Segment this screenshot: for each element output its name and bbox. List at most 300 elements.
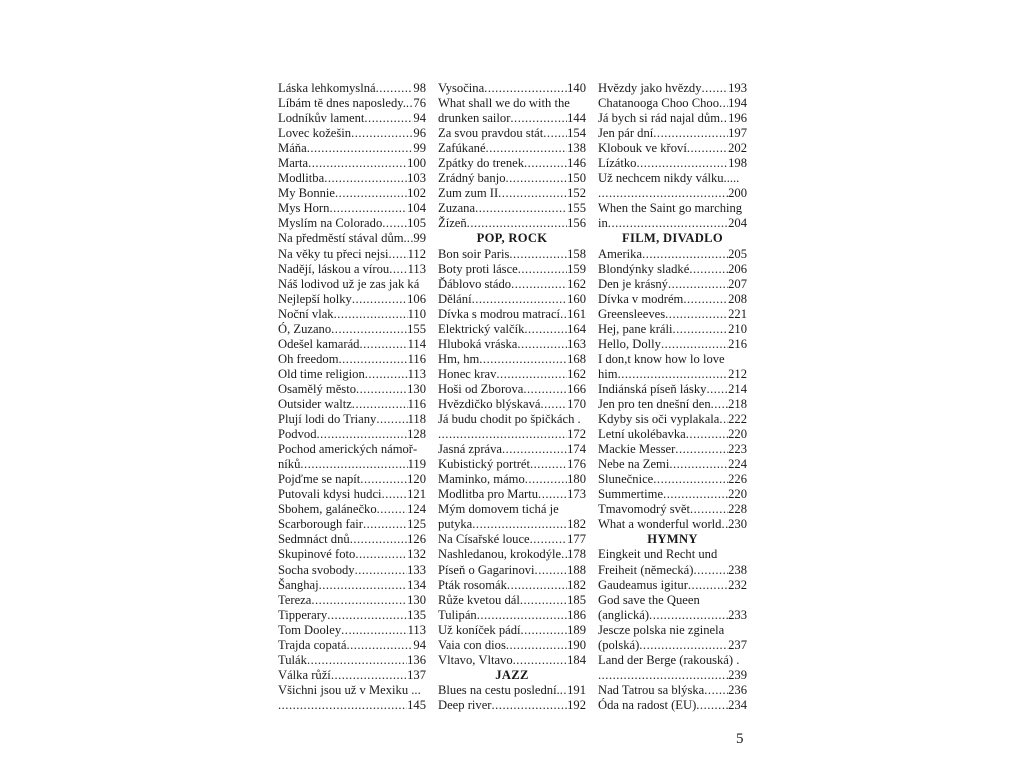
entry-page-number: 159 bbox=[567, 261, 586, 276]
entry-title: Land der Berge (rakouská) . bbox=[598, 652, 740, 667]
dot-leader bbox=[507, 578, 567, 593]
entry-title: Summertime bbox=[598, 487, 664, 502]
entry-title: Blondýnky sladké bbox=[598, 261, 690, 276]
entry-title: Pojďme se napít bbox=[278, 472, 361, 487]
dot-leader bbox=[608, 216, 728, 231]
dot-leader bbox=[669, 457, 728, 472]
entry-title: Mackie Messer bbox=[598, 442, 676, 457]
entry-page-number: 166 bbox=[567, 381, 586, 396]
dot-leader bbox=[376, 81, 414, 96]
entry-title: Hvězdičko blýskavá bbox=[438, 396, 541, 411]
entry-title: Eingkeit und Recht und bbox=[598, 547, 718, 562]
entry-title: Elektrický valčík bbox=[438, 321, 525, 336]
entry-page-number: 182 bbox=[567, 517, 586, 532]
dot-leader bbox=[690, 502, 728, 517]
entry-page-number: 174 bbox=[567, 442, 586, 457]
dot-leader bbox=[472, 292, 568, 307]
dot-leader bbox=[711, 397, 728, 412]
dot-leader bbox=[704, 683, 728, 698]
entry-page-number: 162 bbox=[567, 366, 586, 381]
index-entry bbox=[598, 367, 747, 382]
index-entry-continued bbox=[598, 201, 747, 216]
dot-leader bbox=[560, 307, 567, 322]
index-entry bbox=[438, 262, 586, 277]
entry-page-number: 180 bbox=[567, 472, 586, 487]
dot-leader bbox=[518, 262, 567, 277]
section-heading: HYMNY bbox=[647, 532, 698, 547]
entry-page-number: 120 bbox=[407, 472, 426, 487]
index-entry bbox=[278, 593, 426, 608]
entry-title: níků bbox=[278, 457, 301, 472]
index-entry bbox=[438, 532, 586, 547]
dot-leader bbox=[363, 517, 407, 532]
index-entry bbox=[438, 216, 586, 231]
index-entry bbox=[598, 427, 747, 442]
dot-leader bbox=[636, 156, 728, 171]
entry-title: Válka růží bbox=[278, 667, 331, 682]
index-entry bbox=[278, 668, 426, 683]
index-entry bbox=[438, 247, 586, 262]
dot-leader bbox=[334, 307, 408, 322]
dot-leader bbox=[382, 487, 408, 502]
entry-title: Honec krav bbox=[438, 366, 497, 381]
dot-leader bbox=[406, 96, 414, 111]
index-entry bbox=[278, 517, 426, 532]
entry-title: Hvězdy jako hvězdy bbox=[598, 81, 702, 95]
entry-page-number: 138 bbox=[567, 141, 586, 156]
index-entry bbox=[438, 457, 586, 472]
entry-page-number: 232 bbox=[728, 577, 747, 592]
entry-page-number: 223 bbox=[728, 442, 747, 457]
entry-title: Trajda copatá bbox=[278, 637, 347, 652]
entry-page-number: 113 bbox=[407, 622, 426, 637]
index-entry bbox=[438, 563, 586, 578]
entry-title: Ó, Zuzano bbox=[278, 321, 332, 336]
entry-title: Osamělý město bbox=[278, 381, 356, 396]
entry-page-number: 145 bbox=[407, 697, 426, 712]
entry-page-number: 118 bbox=[407, 412, 426, 427]
entry-title: Plují lodi do Triany bbox=[278, 412, 377, 427]
entry-title: Odešel kamarád bbox=[278, 336, 360, 351]
dot-leader bbox=[319, 578, 408, 593]
index-entry bbox=[278, 141, 426, 156]
index-entry bbox=[598, 81, 747, 96]
dot-leader bbox=[492, 698, 568, 713]
entry-page-number: 184 bbox=[567, 652, 586, 667]
entry-title: Modlitba pro Martu bbox=[438, 487, 539, 502]
dot-leader bbox=[331, 322, 407, 337]
entry-title: Zpátky do trenek bbox=[438, 156, 525, 171]
index-entry bbox=[438, 322, 586, 337]
entry-page-number: 125 bbox=[407, 517, 426, 532]
dot-leader bbox=[307, 141, 414, 156]
dot-leader bbox=[486, 141, 568, 156]
entry-page-number: 237 bbox=[728, 637, 747, 652]
entry-page-number: 168 bbox=[567, 351, 586, 366]
index-entry bbox=[438, 201, 586, 216]
dot-leader bbox=[351, 126, 413, 141]
entry-title: him bbox=[598, 366, 618, 381]
index-entry bbox=[278, 472, 426, 487]
entry-title: Outsider waltz bbox=[278, 396, 352, 411]
index-entry bbox=[438, 442, 586, 457]
index-entry bbox=[278, 292, 426, 307]
dot-leader bbox=[389, 247, 408, 262]
dot-leader bbox=[407, 231, 414, 246]
index-entry bbox=[598, 322, 747, 337]
entry-title: Lízátko bbox=[598, 156, 637, 171]
index-entry bbox=[598, 563, 747, 578]
entry-title: Boty proti lásce bbox=[438, 261, 518, 276]
dot-leader bbox=[355, 563, 408, 578]
index-entry bbox=[438, 367, 586, 382]
entry-title: Na Císařské louce bbox=[438, 532, 530, 547]
dot-leader bbox=[719, 412, 728, 427]
index-entry bbox=[438, 427, 586, 442]
entry-page-number: 212 bbox=[728, 366, 747, 381]
index-entry bbox=[438, 698, 586, 713]
entry-title: Amerika bbox=[598, 246, 643, 261]
index-entry bbox=[278, 623, 426, 638]
index-entry-continued bbox=[598, 593, 747, 608]
dot-leader bbox=[506, 638, 567, 653]
index-entry bbox=[438, 397, 586, 412]
index-entry bbox=[598, 397, 747, 412]
index-entry-continued bbox=[438, 502, 586, 517]
dot-leader bbox=[300, 457, 407, 472]
index-entry bbox=[278, 186, 426, 201]
entry-page-number: 170 bbox=[567, 396, 586, 411]
index-entry bbox=[598, 277, 747, 292]
dot-leader bbox=[307, 653, 407, 668]
entry-title: Hluboká vráska bbox=[438, 336, 518, 351]
index-entry bbox=[278, 457, 426, 472]
dot-leader bbox=[341, 623, 407, 638]
entry-title: Už koníček pádí bbox=[438, 622, 521, 637]
entry-page-number: 160 bbox=[567, 291, 586, 306]
index-entry bbox=[278, 397, 426, 412]
entry-page-number: 198 bbox=[728, 156, 747, 171]
entry-page-number: 130 bbox=[407, 592, 426, 607]
entry-title: Hoši od Zborova bbox=[438, 381, 524, 396]
index-entry bbox=[278, 427, 426, 442]
index-entry bbox=[438, 81, 586, 96]
entry-title: What a wonderful world bbox=[598, 517, 722, 532]
entry-page-number: 94 bbox=[413, 637, 426, 652]
entry-page-number: 155 bbox=[407, 321, 426, 336]
entry-page-number: 76 bbox=[413, 96, 426, 111]
entry-page-number: 176 bbox=[567, 457, 586, 472]
entry-page-number: 238 bbox=[728, 562, 747, 577]
index-entry bbox=[278, 412, 426, 427]
dot-leader bbox=[521, 623, 568, 638]
dot-leader bbox=[509, 247, 567, 262]
entry-title: Za svou pravdou stát bbox=[438, 126, 544, 141]
entry-title: Modlitba bbox=[278, 171, 325, 186]
dot-leader bbox=[311, 593, 407, 608]
dot-leader bbox=[477, 608, 567, 623]
entry-page-number: 233 bbox=[728, 607, 747, 622]
dot-leader bbox=[278, 698, 407, 713]
entry-title: Dělání bbox=[438, 291, 472, 306]
entry-title: Lovec kožešin bbox=[278, 126, 352, 141]
index-entry bbox=[598, 262, 747, 277]
dot-leader bbox=[689, 262, 728, 277]
dot-leader bbox=[618, 367, 729, 382]
entry-title: My Bonnie bbox=[278, 186, 336, 201]
dot-leader bbox=[639, 638, 728, 653]
dot-leader bbox=[696, 698, 728, 713]
dot-leader bbox=[331, 668, 407, 683]
index-entry bbox=[438, 472, 586, 487]
entry-page-number: 106 bbox=[407, 291, 426, 306]
entry-page-number: 224 bbox=[728, 457, 747, 472]
dot-leader bbox=[324, 171, 407, 186]
dot-leader bbox=[688, 578, 728, 593]
entry-title: Ďáblovo stádo bbox=[438, 276, 512, 291]
dot-leader bbox=[335, 186, 407, 201]
dot-leader bbox=[668, 277, 728, 292]
entry-page-number: 222 bbox=[728, 412, 747, 427]
index-entry bbox=[598, 156, 747, 171]
entry-page-number: 236 bbox=[728, 682, 747, 697]
entry-title: I don,t know how lo love bbox=[598, 351, 725, 366]
entry-page-number: 155 bbox=[567, 201, 586, 216]
entry-title: Deep river bbox=[438, 697, 492, 712]
entry-page-number: 205 bbox=[728, 246, 747, 261]
index-entry bbox=[278, 156, 426, 171]
index-entry bbox=[438, 593, 586, 608]
entry-title: Myslím na Colorado bbox=[278, 216, 383, 231]
entry-page-number: 214 bbox=[728, 381, 747, 396]
dot-leader bbox=[365, 367, 408, 382]
section-heading: FILM, DIVADLO bbox=[622, 231, 723, 246]
entry-page-number: 104 bbox=[407, 201, 426, 216]
entry-page-number: 146 bbox=[567, 156, 586, 171]
entry-page-number: 230 bbox=[728, 517, 747, 532]
entry-page-number: 220 bbox=[728, 427, 747, 442]
entry-page-number: 150 bbox=[567, 171, 586, 186]
index-entry bbox=[438, 292, 586, 307]
entry-page-number: 152 bbox=[567, 186, 586, 201]
entry-title: Tom Dooley bbox=[278, 622, 342, 637]
entry-title: Na věky tu přeci nejsi bbox=[278, 246, 389, 261]
dot-leader bbox=[376, 412, 407, 427]
entry-title: Jasná zpráva bbox=[438, 442, 502, 457]
index-entry bbox=[278, 352, 426, 367]
entry-title: Blues na cestu poslední. bbox=[438, 682, 560, 697]
entry-title: Hej, pane králi bbox=[598, 321, 673, 336]
index-entry bbox=[598, 247, 747, 262]
dot-leader bbox=[472, 517, 567, 532]
index-entry bbox=[438, 683, 586, 698]
entry-page-number: 190 bbox=[567, 637, 586, 652]
index-entry-continued bbox=[278, 277, 426, 292]
dot-leader bbox=[693, 563, 728, 578]
index-entry bbox=[598, 578, 747, 593]
entry-page-number: 158 bbox=[567, 246, 586, 261]
entry-page-number: 189 bbox=[567, 622, 586, 637]
entry-title: in bbox=[598, 216, 608, 231]
index-entry bbox=[278, 201, 426, 216]
dot-leader bbox=[382, 216, 407, 231]
dot-leader bbox=[653, 472, 728, 487]
entry-page-number: 100 bbox=[407, 156, 426, 171]
dot-leader bbox=[377, 502, 407, 517]
entry-title: Tipperary bbox=[278, 607, 328, 622]
entry-page-number: 194 bbox=[728, 96, 747, 111]
entry-page-number: 94 bbox=[413, 111, 426, 126]
entry-page-number: 228 bbox=[728, 502, 747, 517]
dot-leader bbox=[389, 262, 407, 277]
index-entry bbox=[278, 171, 426, 186]
entry-page-number: 191 bbox=[567, 682, 586, 697]
index-entry bbox=[278, 608, 426, 623]
entry-title: Óda na radost (EU) bbox=[598, 697, 697, 712]
index-entry bbox=[278, 367, 426, 382]
page-number: 5 bbox=[736, 731, 744, 747]
entry-title: Už nechcem nikdy válku..... bbox=[598, 171, 740, 186]
entry-page-number: 116 bbox=[407, 396, 426, 411]
index-entry bbox=[598, 96, 747, 111]
entry-page-number: 206 bbox=[728, 261, 747, 276]
entry-title: (anglická) bbox=[598, 607, 650, 622]
dot-leader bbox=[525, 472, 567, 487]
dot-leader bbox=[355, 547, 407, 562]
entry-page-number: 102 bbox=[407, 186, 426, 201]
dot-leader bbox=[706, 382, 728, 397]
index-entry bbox=[598, 442, 747, 457]
entry-title: Kdyby sis oči vyplakala bbox=[598, 412, 720, 427]
entry-page-number: 113 bbox=[407, 261, 426, 276]
index-column-2 bbox=[438, 81, 586, 713]
index-entry bbox=[598, 668, 747, 683]
index-entry bbox=[598, 111, 747, 126]
entry-title: Zafúkané bbox=[438, 141, 486, 156]
entry-title: Kubistický portrét bbox=[438, 457, 530, 472]
entry-title: Líbám tě dnes naposledy. bbox=[278, 96, 406, 111]
entry-title: Freiheit (německá) bbox=[598, 562, 694, 577]
index-entry bbox=[278, 653, 426, 668]
dot-leader bbox=[360, 472, 407, 487]
entry-page-number: 161 bbox=[567, 306, 586, 321]
index-entry-continued bbox=[598, 171, 747, 186]
index-entry bbox=[278, 216, 426, 231]
index-entry bbox=[438, 608, 586, 623]
entry-title: Vaia con dios bbox=[438, 637, 506, 652]
entry-title: Scarborough fair bbox=[278, 517, 363, 532]
entry-page-number: 193 bbox=[728, 81, 747, 95]
dot-leader bbox=[540, 397, 567, 412]
dot-leader bbox=[543, 126, 567, 141]
dot-leader bbox=[686, 427, 728, 442]
index-entry bbox=[438, 186, 586, 201]
index-entry bbox=[438, 547, 586, 562]
section-heading: POP, ROCK bbox=[476, 231, 548, 246]
dot-leader bbox=[675, 442, 728, 457]
index-entry bbox=[598, 141, 747, 156]
entry-page-number: 96 bbox=[413, 126, 426, 141]
dot-leader bbox=[438, 427, 567, 442]
entry-page-number: 135 bbox=[407, 607, 426, 622]
entry-title: Na předměstí stával dům. bbox=[278, 231, 407, 246]
dot-leader bbox=[661, 337, 728, 352]
entry-page-number: 177 bbox=[567, 532, 586, 547]
entry-page-number: 192 bbox=[567, 697, 586, 712]
dot-leader bbox=[702, 81, 729, 96]
entry-page-number: 207 bbox=[728, 276, 747, 291]
index-entry bbox=[438, 307, 586, 322]
index-entry bbox=[598, 517, 747, 532]
dot-leader bbox=[511, 277, 567, 292]
dot-leader bbox=[642, 247, 728, 262]
dot-leader bbox=[308, 156, 407, 171]
index-entry bbox=[438, 126, 586, 141]
entry-title: Noční vlak bbox=[278, 306, 334, 321]
entry-title: Pochod amerických námoř- bbox=[278, 442, 418, 457]
index-entry bbox=[278, 487, 426, 502]
entry-page-number: 144 bbox=[567, 111, 586, 126]
entry-page-number: 124 bbox=[407, 502, 426, 517]
entry-title: (polská) bbox=[598, 637, 640, 652]
dot-leader bbox=[598, 186, 728, 201]
entry-page-number: 136 bbox=[407, 652, 426, 667]
index-entry bbox=[598, 457, 747, 472]
index-entry bbox=[598, 608, 747, 623]
entry-title: Já budu chodit po špičkách . bbox=[438, 412, 581, 427]
entry-page-number: 185 bbox=[567, 592, 586, 607]
index-entry bbox=[598, 307, 747, 322]
index-entry bbox=[278, 262, 426, 277]
index-entry bbox=[278, 337, 426, 352]
dot-leader bbox=[475, 201, 567, 216]
entry-page-number: 105 bbox=[407, 216, 426, 231]
index-entry bbox=[598, 683, 747, 698]
dot-leader bbox=[721, 517, 728, 532]
index-entry bbox=[278, 111, 426, 126]
entry-title: Den je krásný bbox=[598, 276, 668, 291]
dot-leader bbox=[720, 111, 728, 126]
entry-title: Gaudeamus igitur bbox=[598, 577, 688, 592]
entry-title: Mys Horn bbox=[278, 201, 330, 216]
index-entry bbox=[598, 412, 747, 427]
entry-title: Píseň o Gagarinovi bbox=[438, 562, 535, 577]
dot-leader bbox=[517, 337, 567, 352]
dot-leader bbox=[598, 668, 728, 683]
entry-title: Pták rosomák bbox=[438, 577, 507, 592]
entry-page-number: 98 bbox=[413, 81, 426, 95]
entry-title: Jen pro ten dnešní den bbox=[598, 396, 711, 411]
index-entry bbox=[438, 141, 586, 156]
entry-page-number: 186 bbox=[567, 607, 586, 622]
index-entry bbox=[438, 487, 586, 502]
dot-leader bbox=[352, 292, 407, 307]
dot-leader bbox=[560, 683, 567, 698]
dot-leader bbox=[530, 532, 567, 547]
index-entry bbox=[278, 563, 426, 578]
entry-title: Sedmnáct dnů bbox=[278, 532, 350, 547]
index-entry bbox=[438, 653, 586, 668]
dot-leader bbox=[665, 307, 728, 322]
entry-title: Oh freedom bbox=[278, 351, 339, 366]
index-entry bbox=[278, 532, 426, 547]
entry-page-number: 221 bbox=[728, 306, 747, 321]
entry-page-number: 178 bbox=[567, 547, 586, 562]
entry-page-number: 218 bbox=[728, 396, 747, 411]
index-entry bbox=[438, 171, 586, 186]
entry-title: putyka bbox=[438, 517, 473, 532]
dot-leader bbox=[359, 337, 407, 352]
